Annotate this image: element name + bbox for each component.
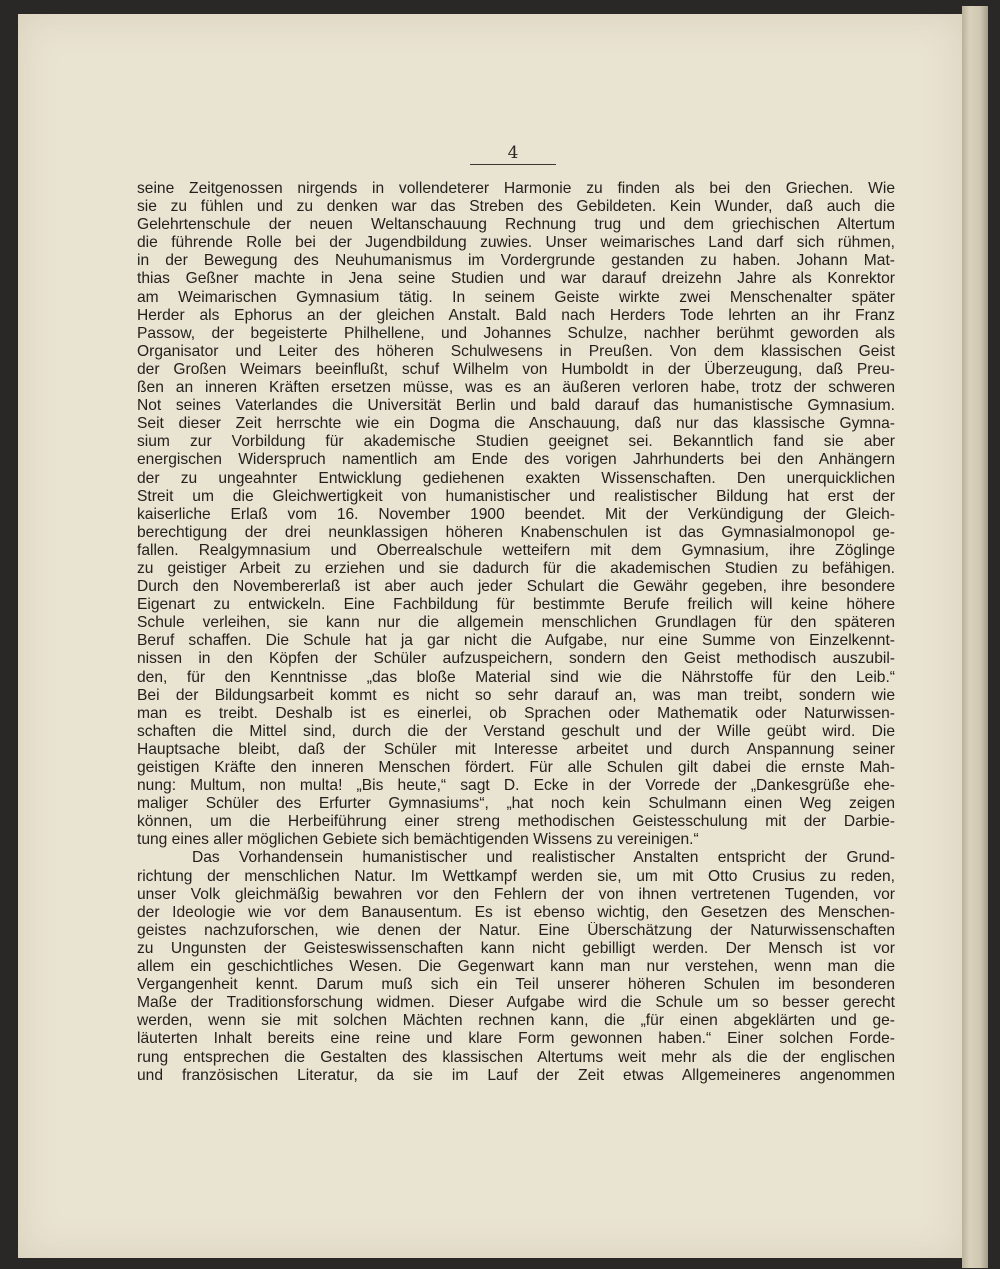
text-line: rung entsprechen die Gestalten des klassischen Altertums weit mehr als die der englischen <box>137 1048 895 1066</box>
text-line: sium zur Vorbildung für akademische Studien geeignet sei. Bekanntlich fand sie aber <box>137 433 895 451</box>
text-line: fallen. Realgymnasium und Oberrealschule wetteifern mit dem Gymnasium, ihre Zöglinge <box>137 541 895 559</box>
text-line: der zu ungeahnter Entwicklung gediehenen exakten Wissenschaften. Den unerquicklichen <box>137 469 895 487</box>
text-line: Organisator und Leiter des höheren Schulwesens in Preußen. Von dem klassischen Geist <box>137 342 895 360</box>
text-line: Herder als Ephorus an der gleichen Anstalt. Bald nach Herders Tode lehrten an ihr Franz <box>137 306 895 324</box>
text-line: in der Bewegung des Neuhumanismus im Vordergrunde gestanden zu haben. Johann Mat- <box>137 252 895 270</box>
page-number-rule <box>470 164 556 165</box>
text-line: der Großen Weimars beeinflußt, schuf Wilhelm von Humboldt in der Überzeugung, daß Preu- <box>137 360 895 378</box>
text-line: Passow, der begeisterte Philhellene, und Johannes Schulze, nachher berühmt geworden als <box>137 324 895 342</box>
adjacent-page-edge <box>962 6 988 1268</box>
text-line: läuterten Inhalt bereits eine reine und klare Form gewonnen haben.“ Einer solchen Forde- <box>137 1030 895 1048</box>
text-line: geistigen Kräfte den inneren Menschen fördert. Für alle Schulen gilt dabei die ernste Mah- <box>137 759 895 776</box>
text-line: richtung der menschlichen Natur. Im Wettkampf werden sie, um mit Otto Crusius zu reden, <box>137 867 895 885</box>
text-line: Durch den Novembererlaß ist aber auch jeder Schulart die Gewähr gegeben, ihre besondere <box>137 578 895 596</box>
text-line: nissen in den Köpfen der Schüler aufzuspeichern, sondern den Geist methodisch auszubil- <box>137 650 895 668</box>
text-line: seine Zeitgenossen nirgends in vollendeterer Harmonie zu finden als bei den Griechen. Wie <box>137 180 895 197</box>
text-line: schaften die Mittel sind, durch die der Verstand geschult und der Wille geübt wird. Die <box>137 722 895 740</box>
text-line: maliger Schüler des Erfurter Gymnasiums“, „hat noch kein Schulmann einen Weg zeigen <box>137 795 895 813</box>
text-line: man es treibt. Deshalb ist es einerlei, ob Sprachen oder Mathematik oder Naturwissen- <box>137 704 895 722</box>
text-line: den, für den Kenntnisse „das bloße Material sind wie die Nährstoffe für den Leib.“ <box>137 668 895 686</box>
text-line: sie zu fühlen und zu denken war das Streben des Gebildeten. Kein Wunder, daß auch die <box>137 198 895 216</box>
text-line: der Ideologie wie vor dem Banausentum. Es ist ebenso wichtig, den Gesetzen des Menschen- <box>137 903 895 921</box>
text-line: energischen Widerspruch namentlich am Ende des vorigen Jahrhunderts bei den Anhängern <box>137 451 895 469</box>
text-line: allem ein geschichtliches Wesen. Die Gegenwart kann man nur verstehen, wenn man die <box>137 958 895 976</box>
page-number: 4 <box>507 143 519 163</box>
text-line: Beruf schaffen. Die Schule hat ja gar nicht die Aufgabe, nur eine Summe von Einzelkennt- <box>137 632 895 650</box>
text-line: die führende Rolle bei der Jugendbildung zuwies. Unser weimarisches Land darf sich rühmen, <box>137 234 895 252</box>
text-line: zu Ungunsten der Geisteswissenschaften kann nicht gebilligt werden. Der Mensch ist vor <box>137 939 895 957</box>
paragraph-end-line: tung eines aller möglichen Gebiete sich bemächtigenden Wissens zu vereinigen.“ <box>137 831 699 849</box>
text-line: Hauptsache bleibt, daß der Schüler mit Interesse arbeitet und durch Anspannung seiner <box>137 740 895 758</box>
text-line: Streit um die Gleichwertigkeit von humanistischer und realistischer Bildung hat erst der <box>137 487 895 505</box>
text-line: und französischen Literatur, da sie im Lauf der Zeit etwas Allgemeineres angenommen <box>137 1066 895 1084</box>
body-text <box>137 180 895 1103</box>
text-line: nung: Multum, non multa! „Bis heute,“ sagt D. Ecke in der Vorrede der „Dankesgrüße ehe- <box>137 777 895 795</box>
text-line: werden, wenn sie mit solchen Mächten rechnen kann, die „für einen abgeklärten und ge- <box>137 1012 895 1030</box>
text-line: Vergangenheit kennt. Darum muß sich ein Teil unserer höheren Schulen im besonderen <box>137 976 895 994</box>
text-line: zu geistiger Arbeit zu erziehen und sie dadurch für die akademischen Studien zu befähigen. <box>137 559 895 577</box>
text-line: Maße der Traditionsforschung widmen. Dieser Aufgabe wird die Schule um so besser gerecht <box>137 994 895 1012</box>
text-line: Not seines Vaterlandes die Universität Berlin und bald darauf das humanistische Gymnasium. <box>137 397 895 415</box>
text-line: Gelehrtenschule der neuen Weltanschauung Rechnung trug und dem griechischen Altertum <box>137 216 895 234</box>
text-line: Seit dieser Zeit herrschte wie ein Dogma die Anschauung, daß nur das klassische Gymna- <box>137 415 895 433</box>
text-line: thias Geßner machte in Jena seine Studien und war darauf dreizehn Jahre als Konrektor <box>137 270 895 288</box>
text-line: berechtigung der drei neunklassigen höheren Knabenschulen ist das Gymnasialmonopol ge- <box>137 523 895 541</box>
text-line: Bei der Bildungsarbeit kommt es nicht so sehr darauf an, was man treibt, sondern wie <box>137 686 895 704</box>
text-line: am Weimarischen Gymnasium tätig. In seinem Geiste wirkte zwei Menschenalter später <box>137 288 895 306</box>
text-line: Schule verleihen, sie kann nur die allgemein menschlichen Grundlagen für den späteren <box>137 614 895 632</box>
paragraph-start-line: Das Vorhandensein humanistischer und realistischer Anstalten entspricht der Grund- <box>192 849 895 867</box>
text-line: Eigenart zu entwickeln. Eine Fachbildung für bestimmte Berufe freilich will keine höhere <box>137 596 895 614</box>
text-line: können, um die Herbeiführung einer streng methodischen Geistesschulung mit der Darbie- <box>137 813 895 831</box>
text-line: ßen an inneren Kräften ersetzen müsse, was es an äußeren verloren habe, trotz der schweren <box>137 379 895 397</box>
text-line: unser Volk gleichmäßig bewahren vor den Fehlern der von ihnen vertretenen Tugenden, vor <box>137 885 895 903</box>
text-line: kaiserliche Erlaß vom 16. November 1900 beendet. Mit der Verkündigung der Gleich- <box>137 505 895 523</box>
text-line <box>137 1085 895 1103</box>
text-line: geistes nachzuforschen, wie denen der Natur. Eine Überschätzung der Naturwissenschaften <box>137 921 895 939</box>
